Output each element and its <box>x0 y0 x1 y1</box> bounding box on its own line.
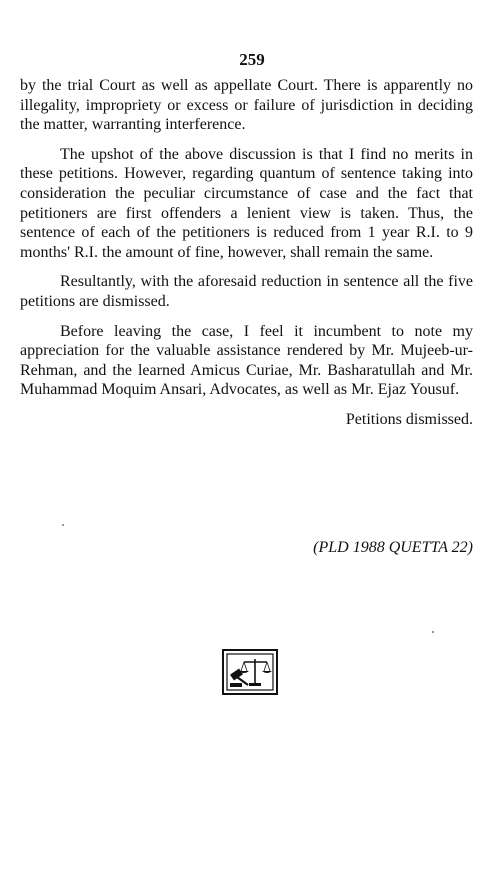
paragraph-appreciation: Before leaving the case, I feel it incumbent to note my appreciation for the valuable assistance rendered by Mr. Mujeeb-ur-Rehman, and the learned Amicus Curiae, Mr. Basharatullah and Mr. Muhammad Moquim Ansari, Advocates, as well as Mr. Ejaz Yousuf. <box>20 322 473 399</box>
scales-of-justice-gavel-icon <box>222 649 278 695</box>
scan-speck <box>432 631 434 633</box>
page-number: 259 <box>239 50 265 69</box>
paragraph-resultantly: Resultantly, with the aforesaid reduction in sentence all the five petitions are dismissed. <box>20 273 473 310</box>
scan-speck <box>62 524 64 526</box>
paragraph-upshot: The upshot of the above discussion is that I find no merits in these petitions. However, regarding quantum of sentence taking into consideration the peculiar circumstance of case and the fact that petitioners are first offenders a lenient view is taken. Thus, the sentence of each of the petitioners is reduced from 1 year R.I. to 9 months' R.I. the amount of fine, however, shall remain the same. <box>20 145 473 261</box>
document-body <box>20 76 473 430</box>
case-citation: (PLD 1988 QUETTA 22) <box>313 539 473 556</box>
closing-order: Petitions dismissed. <box>345 410 473 428</box>
paragraph-continuation: by the trial Court as well as appellate Court. There is apparently no illegality, impropriety or excess or failure of jurisdiction in deciding the matter, warranting interference. <box>20 77 473 134</box>
